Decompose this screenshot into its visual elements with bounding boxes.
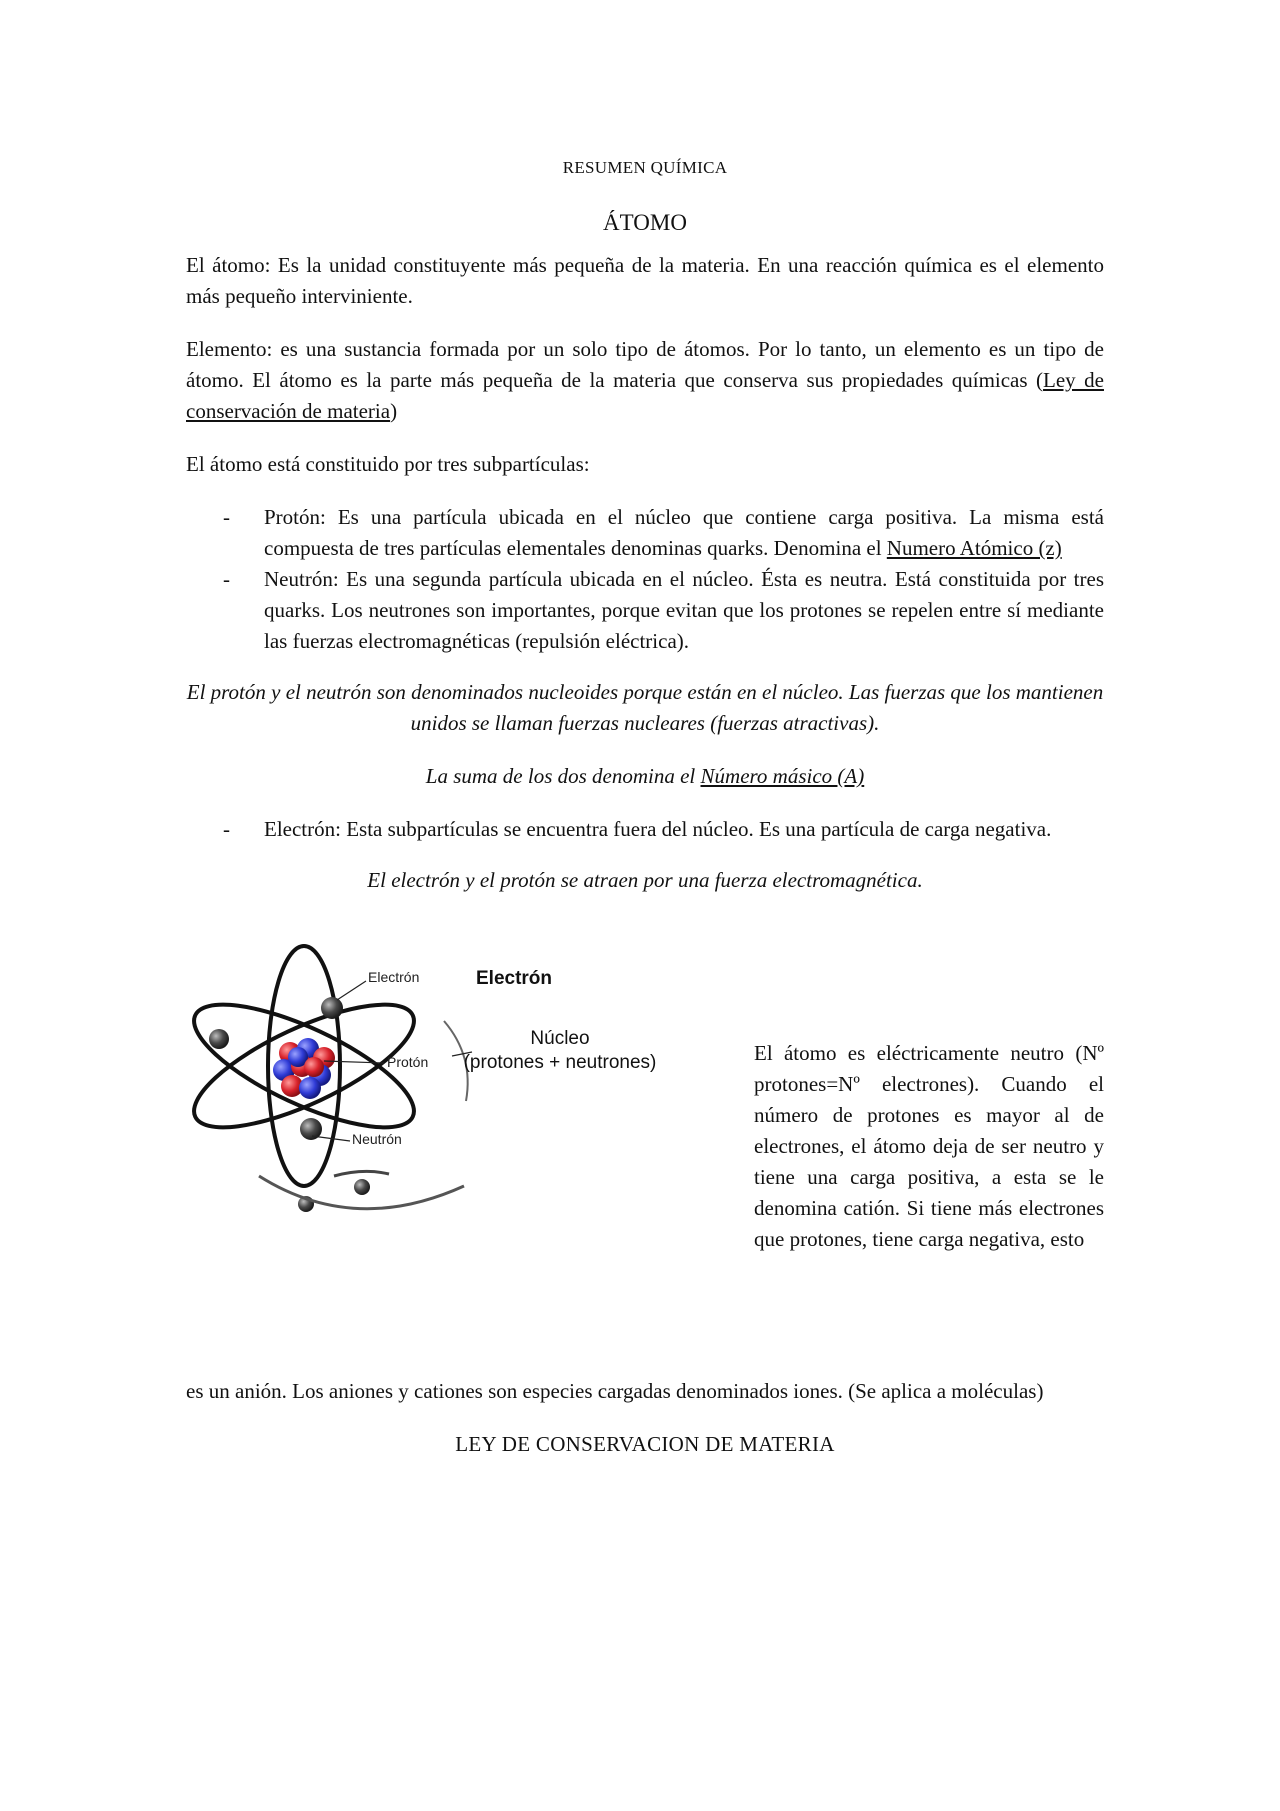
bullet-dash: - <box>223 567 230 591</box>
proton-text: Protón: Es una partícula ubicada en el núcleo que contiene carga positiva. La misma está compuesta de tres partículas elementales denominas quarks. Denomina el <box>264 505 1104 560</box>
electron-list <box>186 814 1104 845</box>
paragraph-atom-definition: El átomo: Es la unidad constituyente más pequeña de la materia. En una reacción química es el elemento más pequeño interviniente. <box>186 253 1104 308</box>
label-nucleus-detail: (protones + neutrones) <box>463 1052 657 1073</box>
paragraph-element-text: Elemento: es una sustancia formada por un solo tipo de átomos. Por lo tanto, un elemento es un tipo de átomo. El átomo es la parte más pequeña de la materia que conserva sus propiedades químicas ( <box>186 337 1104 392</box>
electron-text: Electrón: Esta subpartículas se encuentra fuera del núcleo. Es una partícula de carga negativa. <box>264 817 1052 841</box>
electron-particle <box>354 1179 370 1195</box>
paragraph-element-definition <box>186 334 1104 427</box>
atom-figure-section <box>186 936 1104 1376</box>
atomic-number-link[interactable]: Numero Atómico (z) <box>886 536 1062 560</box>
document-content <box>186 152 1104 1460</box>
doc-title: ÁTOMO <box>603 210 687 235</box>
paragraph-element-close: ) <box>390 399 398 423</box>
paragraph-ions: es un anión. Los aniones y cationes son especies cargadas denominados iones. (Se aplica a moléculas) <box>186 1379 1044 1403</box>
electron-particle <box>209 1029 229 1049</box>
paragraph-subparticles-intro: El átomo está constituido por tres subpartículas: <box>186 452 590 476</box>
outer-orbit-arc <box>334 1171 389 1176</box>
atom-diagram <box>174 936 744 1376</box>
italic-electromagnetic-note: El electrón y el protón se atraen por una fuerza electromagnética. <box>367 868 923 892</box>
list-item-proton <box>186 502 1104 564</box>
mass-number-link[interactable]: Número másico (A) <box>700 764 865 788</box>
list-item-electron <box>186 814 1104 845</box>
nucleus <box>273 1038 335 1099</box>
italic-mass-number-note <box>186 761 1104 792</box>
doc-kicker: RESUMEN QUÍMICA <box>562 158 728 177</box>
label-proton: Protón <box>387 1054 429 1070</box>
label-nucleus: Núcleo <box>530 1028 590 1049</box>
subparticle-list <box>186 502 1104 657</box>
label-neutron: Neutrón <box>352 1131 402 1147</box>
label-electron-small: Electrón <box>368 969 420 985</box>
bullet-dash: - <box>223 817 230 841</box>
neutron-text: Neutrón: Es una segunda partícula ubicada en el núcleo. Ésta es neutra. Está constituida por tres quarks. Los neutrones son importantes, porque evitan que los protones se repelen entre sí mediante las fuerzas electromagnéticas (repulsión eléctrica). <box>264 567 1104 653</box>
bullet-dash: - <box>223 505 230 529</box>
electron-particle <box>321 997 343 1019</box>
mass-number-text: La suma de los dos denomina el <box>425 764 701 788</box>
list-item-neutron <box>186 564 1104 657</box>
law-link[interactable]: Ley de conservación de materia <box>186 368 1104 423</box>
section-heading-law: LEY DE CONSERVACION DE MATERIA <box>455 1432 835 1456</box>
label-electron-large: Electrón <box>476 968 553 989</box>
italic-nucleoids-note: El protón y el neutrón son denominados nucleoides porque están en el núcleo. Las fuerzas que los mantienen unidos se llaman fuerzas nucleares (fuerzas atractivas). <box>186 680 1104 735</box>
side-text-neutral-atom: El átomo es eléctricamente neutro (Nº protones=Nº electrones). Cuando el número de protones es mayor al de electrones, el átomo deja de ser neutro y tiene una carga positiva, a esta se le denomina catión. Si tiene más electrones que protones, tiene carga negativa, esto <box>754 1041 1104 1251</box>
